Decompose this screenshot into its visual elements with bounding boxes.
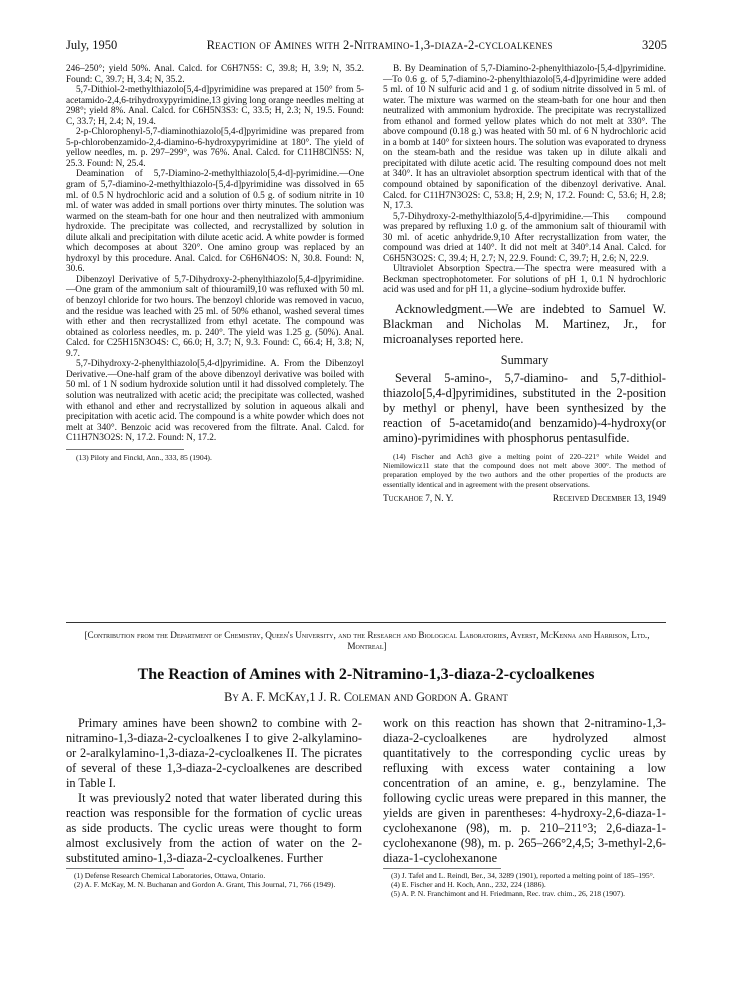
page-number: 3205: [642, 38, 667, 52]
footnote-rule: [66, 868, 184, 869]
paragraph: work on this reaction has shown that 2-nitramino-1,3-diaza-2-cycloalkenes are hydrolyzed almost quantitatively to the corresponding cyclic ureas by refluxing with excess water containing a low concentration of an amine, e. g., benzylamine. The following cyclic ureas were prepared in this manner, the yields are given in parentheses: 4-hydroxy-2,6-diaza-1-cyclohexanone (98), m. p. 210–211°3; 2,6-diaza-1-cyclohexanone (98), m. p. 265–266°2,4,5; 3-methyl-2,6-diaza-1-cyclohexanone: [383, 716, 666, 865]
paragraph: B. By Deamination of 5,7-Diamino-2-phenylthiazolo-[5,4-d]pyrimidine.—To 0.6 g. of 5,7-diamino-2-phenylthiazolo[5,4-d]pyrimidine were added 5 ml. of 10 N sulfuric acid and 1 g. of sodium nitrite dissolved in 5 ml. of water. The mixture was warmed on the steam-bath for one hour and then neutralized with ammonium hydroxide. The precipitate was recrystallized from ethanol and formed yellow plates which do not melt at 330°. The above compound (0.18 g.) was heated with 50 ml. of 6 N hydrochloric acid in a bomb at 140° for sixteen hours. The solution was evaporated to dryness on the steam-bath and the residue was taken up in dilute alkali and precipitated with dilute acetic acid. The resulting compound does not melt at 340°. It has an ultraviolet absorption spectrum identical with that of the compound obtained by saponification of the dibenzoyl derivative. Anal. Calcd. for C11H7N3O2S: C, 53.8; H, 2.9; N, 17.2. Found: C, 53.6; H, 2.8; N, 17.3.: [383, 64, 666, 212]
right-column: [383, 64, 666, 504]
contribution-note: [Contribution from the Department of Chemistry, Queen's University, and the Research and Biological Laboratories, Ayerst, McKenna and Harrison, Ltd., Montreal]: [84, 630, 650, 651]
paragraph: Ultraviolet Absorption Spectra.—The spectra were measured with a Beckman spectrophotometer. For solutions of pH 1, 0.1 N hydrochloric acid was used and for pH 11, a glycine–sodium hydroxide buffer.: [383, 264, 666, 296]
footnote: (4) E. Fischer and H. Koch, Ann., 232, 224 (1886).: [391, 880, 546, 889]
article-title: The Reaction of Amines with 2-Nitramino-1,3-diaza-2-cycloalkenes: [137, 666, 595, 683]
paragraph: 5,7-Dithiol-2-methylthiazolo[5,4-d]pyrimidine was prepared at 150° from 5-acetamido-2,4,6-trihydroxypyrimidine,13 giving long orange needles melting at 298°; yield 8%. Anal. Calcd. for C6H5N3S3: C, 33.5; H, 2.3; N, 19.5. Found: C, 33.7; H, 2.4; N, 19.4.: [66, 85, 364, 127]
paragraph: Deamination of 5,7-Diamino-2-methylthiazolo[5,4-d]-pyrimidine.—One gram of 5,7-diamino-2-methylthiazolo-[5,4-d]pyrimidine was dissolved in 65 ml. of 0.5 N hydrochloric acid and a solution of 0.5 g. of sodium nitrite in 10 ml. of water was added in small portions over thirty minutes. The solution was warmed on the steam-bath for one hour and then neutralized with ammonium hydroxide. The precipitate was collected, and recrystallized by solution in dilute alkali and precipitation with dilute acetic acid. A white powder is formed which decomposes at about 320°. One amino group was replaced by an hydroxyl by this procedure. Anal. Calcd. for C6H6N4OS: N, 30.8. Found: N, 30.6.: [66, 169, 364, 275]
footnote-rule: [66, 449, 184, 450]
footnote: (13) Piloty and Finckl, Ann., 333, 85 (1904).: [76, 452, 212, 462]
received-date: Received December 13, 1949: [552, 493, 666, 504]
footnote: (3) J. Tafel and L. Reindl, Ber., 34, 3289 (1901), reported a melting point of 185–195°.: [391, 871, 655, 880]
paragraph: 5,7-Dihydroxy-2-methylthiazolo[5,4-d]pyrimidine.—This compound was prepared by refluxing 1.0 g. of the ammonium salt of thiouramil with 30 ml. of acetic anhydride.9,10 After recrystallization from water, the compound was dried at 140°. It did not melt at 340°.14 Anal. Calcd. for C6H5N3O2S: C, 39.4; H, 2.7; N, 22.9. Found: C, 39.7; H, 2.6; N, 22.9.: [383, 211, 666, 264]
footnote: (14) Fischer and Ach3 give a melting point of 220–221° while Weidel and Niemilowicz11 state that the compound does not melt above 300°. The method of preparation employed by the two authors and the other properties of the products are essentially identical and in agreement with the present observations.: [383, 452, 666, 489]
footnote: (5) A. P. N. Franchimont and H. Friedmann, Rec. trav. chim., 26, 218 (1907).: [391, 889, 626, 898]
paragraph: It was previously2 noted that water liberated during this reaction was responsible for the formation of cyclic ureas as side products. The cyclic ureas were thought to form almost exclusively from the action of water on the 2-substituted amino-1,3-diaza-2-cycloalkenes. Further: [66, 791, 362, 865]
summary-text: Several 5-amino-, 5,7-diamino- and 5,7-dithiol-thiazolo[5,4-d]pyrimidines, substituted in the 2-position by methyl or phenyl, have been synthesized by the reaction of 5-acetamido(and benzamido)-4-hydroxy(or amino)-pyrimidines with phosphorus pentasulfide.: [383, 371, 666, 446]
paragraph: Primary amines have been shown2 to combine with 2-nitramino-1,3-diaza-2-cycloalkenes I to give 2-alkylamino- or 2-aralkylamino-1,3-diaza-2-cycloalkenes II. The picrates of several of these 1,3-diaza-2-cycloalkenes are described in Table I.: [66, 716, 362, 790]
summary-heading: Summary: [500, 353, 549, 368]
article-left-column: [66, 716, 362, 889]
article-divider: [66, 622, 666, 623]
article-end: [383, 494, 666, 504]
left-column: [66, 64, 364, 462]
paragraph: 246–250°; yield 50%. Anal. Calcd. for C6H7N5S: C, 39.8; H, 3.9; N, 35.2. Found: C, 39.7; H, 3.4; N, 35.2.: [66, 64, 364, 85]
running-header: [66, 38, 667, 54]
footnote: (2) A. F. McKay, M. N. Buchanan and Gordon A. Grant, This Journal, 71, 766 (1949).: [74, 880, 336, 889]
paragraph: Dibenzoyl Derivative of 5,7-Dihydroxy-2-phenylthiazolo[5,4-d]pyrimidine.—One gram of the ammonium salt of thiouramil9,10 was refluxed with 50 ml. of benzoyl chloride for two hours. The benzoyl chloride was removed in vacuo, and the residue was leached with 25 ml. of 50% ethanol, washed several times with ether and then recrystallized from ethyl acetate. The compound was obtained as colorless needles, m. p. 240°. The yield was 1.25 g. (50%). Anal. Calcd. for C25H15N3O4S: C, 66.0; H, 3.7; N, 9.3. Found: C, 66.4; H, 3.8; N, 9.7.: [66, 274, 364, 359]
article-right-column: [383, 716, 666, 898]
acknowledgment: Acknowledgment.—We are indebted to Samuel W. Blackman and Nicholas M. Martinez, Jr., for microanalyses reported here.: [383, 302, 666, 347]
location: Tuckahoe 7, N. Y.: [383, 493, 454, 504]
paragraph: 5,7-Dihydroxy-2-phenylthiazolo[5,4-d]pyrimidine. A. From the Dibenzoyl Derivative.—One-half gram of the above dibenzoyl derivative was boiled with 50 ml. of 1 N sodium hydroxide solution until it had dissolved completely. The solution was neutralized with acetic acid; the precipitate was collected, washed with ethanol and ether and recrystallized by solution in aqueous alkali and precipitation with acetic acid. The compound is a white powder which does not melt at 340°. Benzoic acid was recovered from the filtrate. Anal. Calcd. for C11H7N3O2S: N, 17.2. Found: N, 17.2.: [66, 359, 364, 444]
footnote: (1) Defense Research Chemical Laboratories, Ottawa, Ontario.: [74, 871, 266, 880]
header-title: Reaction of Amines with 2-Nitramino-1,3-diaza-2-cycloalkenes: [206, 38, 553, 52]
article-authors: By A. F. McKay,1 J. R. Coleman and Gordon A. Grant: [224, 690, 508, 704]
header-date: July, 1950: [66, 38, 118, 52]
footnote-rule: [383, 868, 501, 869]
paragraph: 2-p-Chlorophenyl-5,7-diaminothiazolo[5,4-d]pyrimidine was prepared from 5-p-chlorobenzamido-2,4-diamino-6-hydroxypyrimidine at 180°. The yield of yellow needles, m. p. 297–299°, was 76%. Anal. Calcd. for C11H8ClN5S: N, 25.3. Found: N, 25.4.: [66, 127, 364, 169]
